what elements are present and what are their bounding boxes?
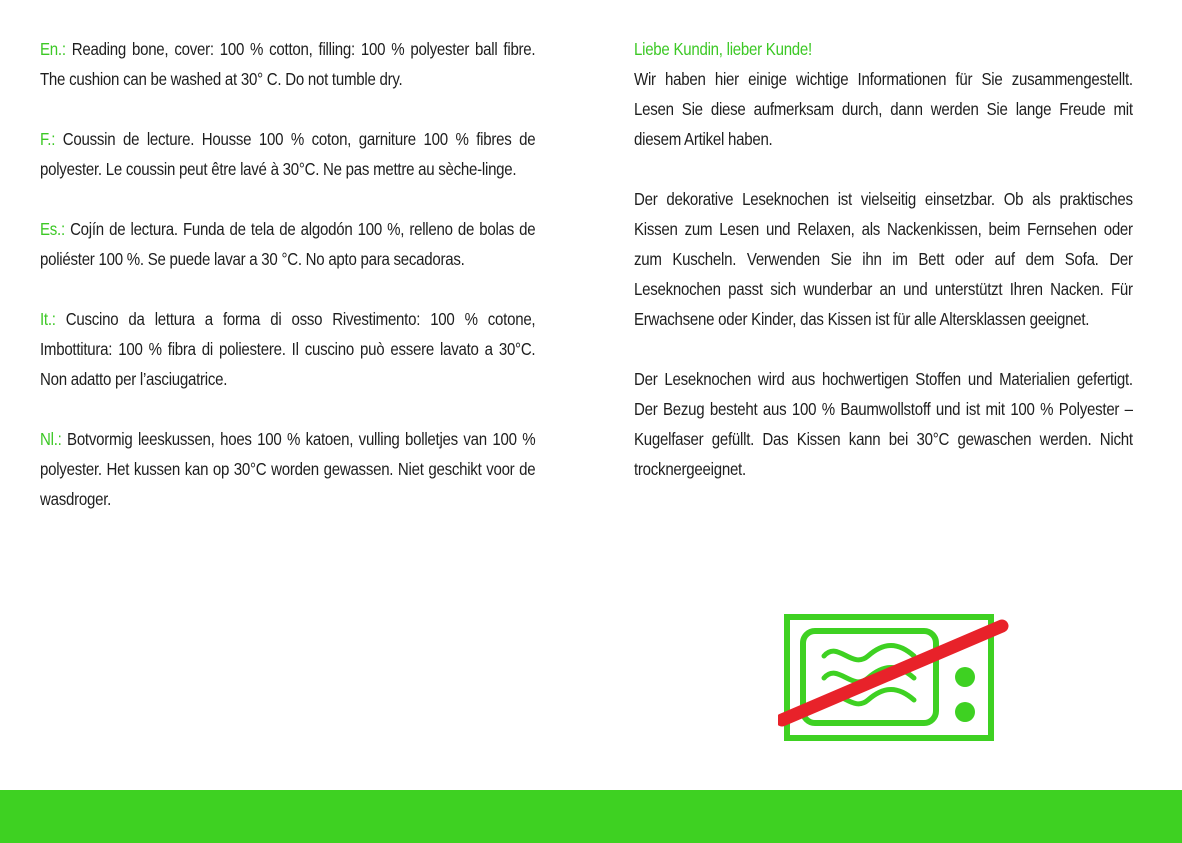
language-label-en: En.: — [40, 39, 66, 59]
care-text-italian — [40, 304, 535, 394]
footer-band — [0, 790, 1182, 843]
care-text-spanish — [40, 214, 535, 274]
language-label-fr: F.: — [40, 129, 56, 149]
care-text-dutch — [40, 424, 535, 514]
care-text-es-body: Cojín de lectura. Funda de tela de algodón 100 %, relleno de bolas de poliéster 100 %. Se puede lavar a 30 °C. No apto para secadoras. — [40, 219, 536, 269]
language-label-it: It.: — [40, 309, 56, 329]
care-text-fr-body: Coussin de lecture. Housse 100 % coton, garniture 100 % fibres de polyester. Le coussin peut être lavé à 30°C. Ne pas mettre au sèche-linge. — [40, 129, 536, 179]
care-text-french — [40, 124, 535, 184]
microwave-wave-top — [824, 646, 914, 660]
product-usage-paragraph: Der dekorative Leseknochen ist vielseitig einsetzbar. Ob als praktisches Kissen zum Lesen und Relaxen, als Nackenkissen, beim Fernsehen oder zum Kuscheln. Verwenden Sie ihn im Bett oder auf dem Sofa. Der Leseknochen passt sich wunderbar an und unterstützt Ihren Nacken. Für Erwachsene oder Kinder, das Kissen ist für alle Altersklassen geeignet. — [634, 189, 1133, 329]
care-text-en-body: Reading bone, cover: 100 % cotton, filling: 100 % polyester ball fibre. The cushion can be washed at 30° C. Do not tumble dry. — [40, 39, 536, 89]
intro-text: Wir haben hier einige wichtige Informationen für Sie zusammengestellt. Lesen Sie diese aufmerksam durch, dann werden Sie lange Freude mit diesem Artikel haben. — [634, 69, 1133, 149]
no-microwave-icon — [778, 604, 1010, 750]
german-product-info — [634, 34, 1133, 514]
intro-paragraph — [634, 34, 1133, 154]
multilingual-care-instructions — [40, 34, 535, 544]
microwave-knob-top — [955, 667, 975, 687]
language-label-es: Es.: — [40, 219, 65, 239]
care-text-it-body: Cuscino da lettura a forma di osso Rivestimento: 100 % cotone, Imbottitura: 100 % fibra di poliestere. Il cuscino può essere lavato a 30°C. Non adatto per l’asciugatrice. — [40, 309, 536, 389]
greeting-heading: Liebe Kundin, lieber Kunde! — [634, 39, 812, 59]
product-material-paragraph: Der Leseknochen wird aus hochwertigen Stoffen und Materialien gefertigt. Der Bezug besteht aus 100 % Baumwollstoff und ist mit 100 % Polyester – Kugelfaser gefüllt. Das Kissen kann bei 30°C gewaschen werden. Nicht trocknergeeignet. — [634, 369, 1133, 479]
care-text-english — [40, 34, 535, 94]
microwave-knob-bottom — [955, 702, 975, 722]
care-text-nl-body: Botvormig leeskussen, hoes 100 % katoen, vulling bolletjes van 100 % polyester. Het kussen kan op 30°C worden gewassen. Niet geschikt voor de wasdroger. — [40, 429, 536, 509]
language-label-nl: Nl.: — [40, 429, 62, 449]
